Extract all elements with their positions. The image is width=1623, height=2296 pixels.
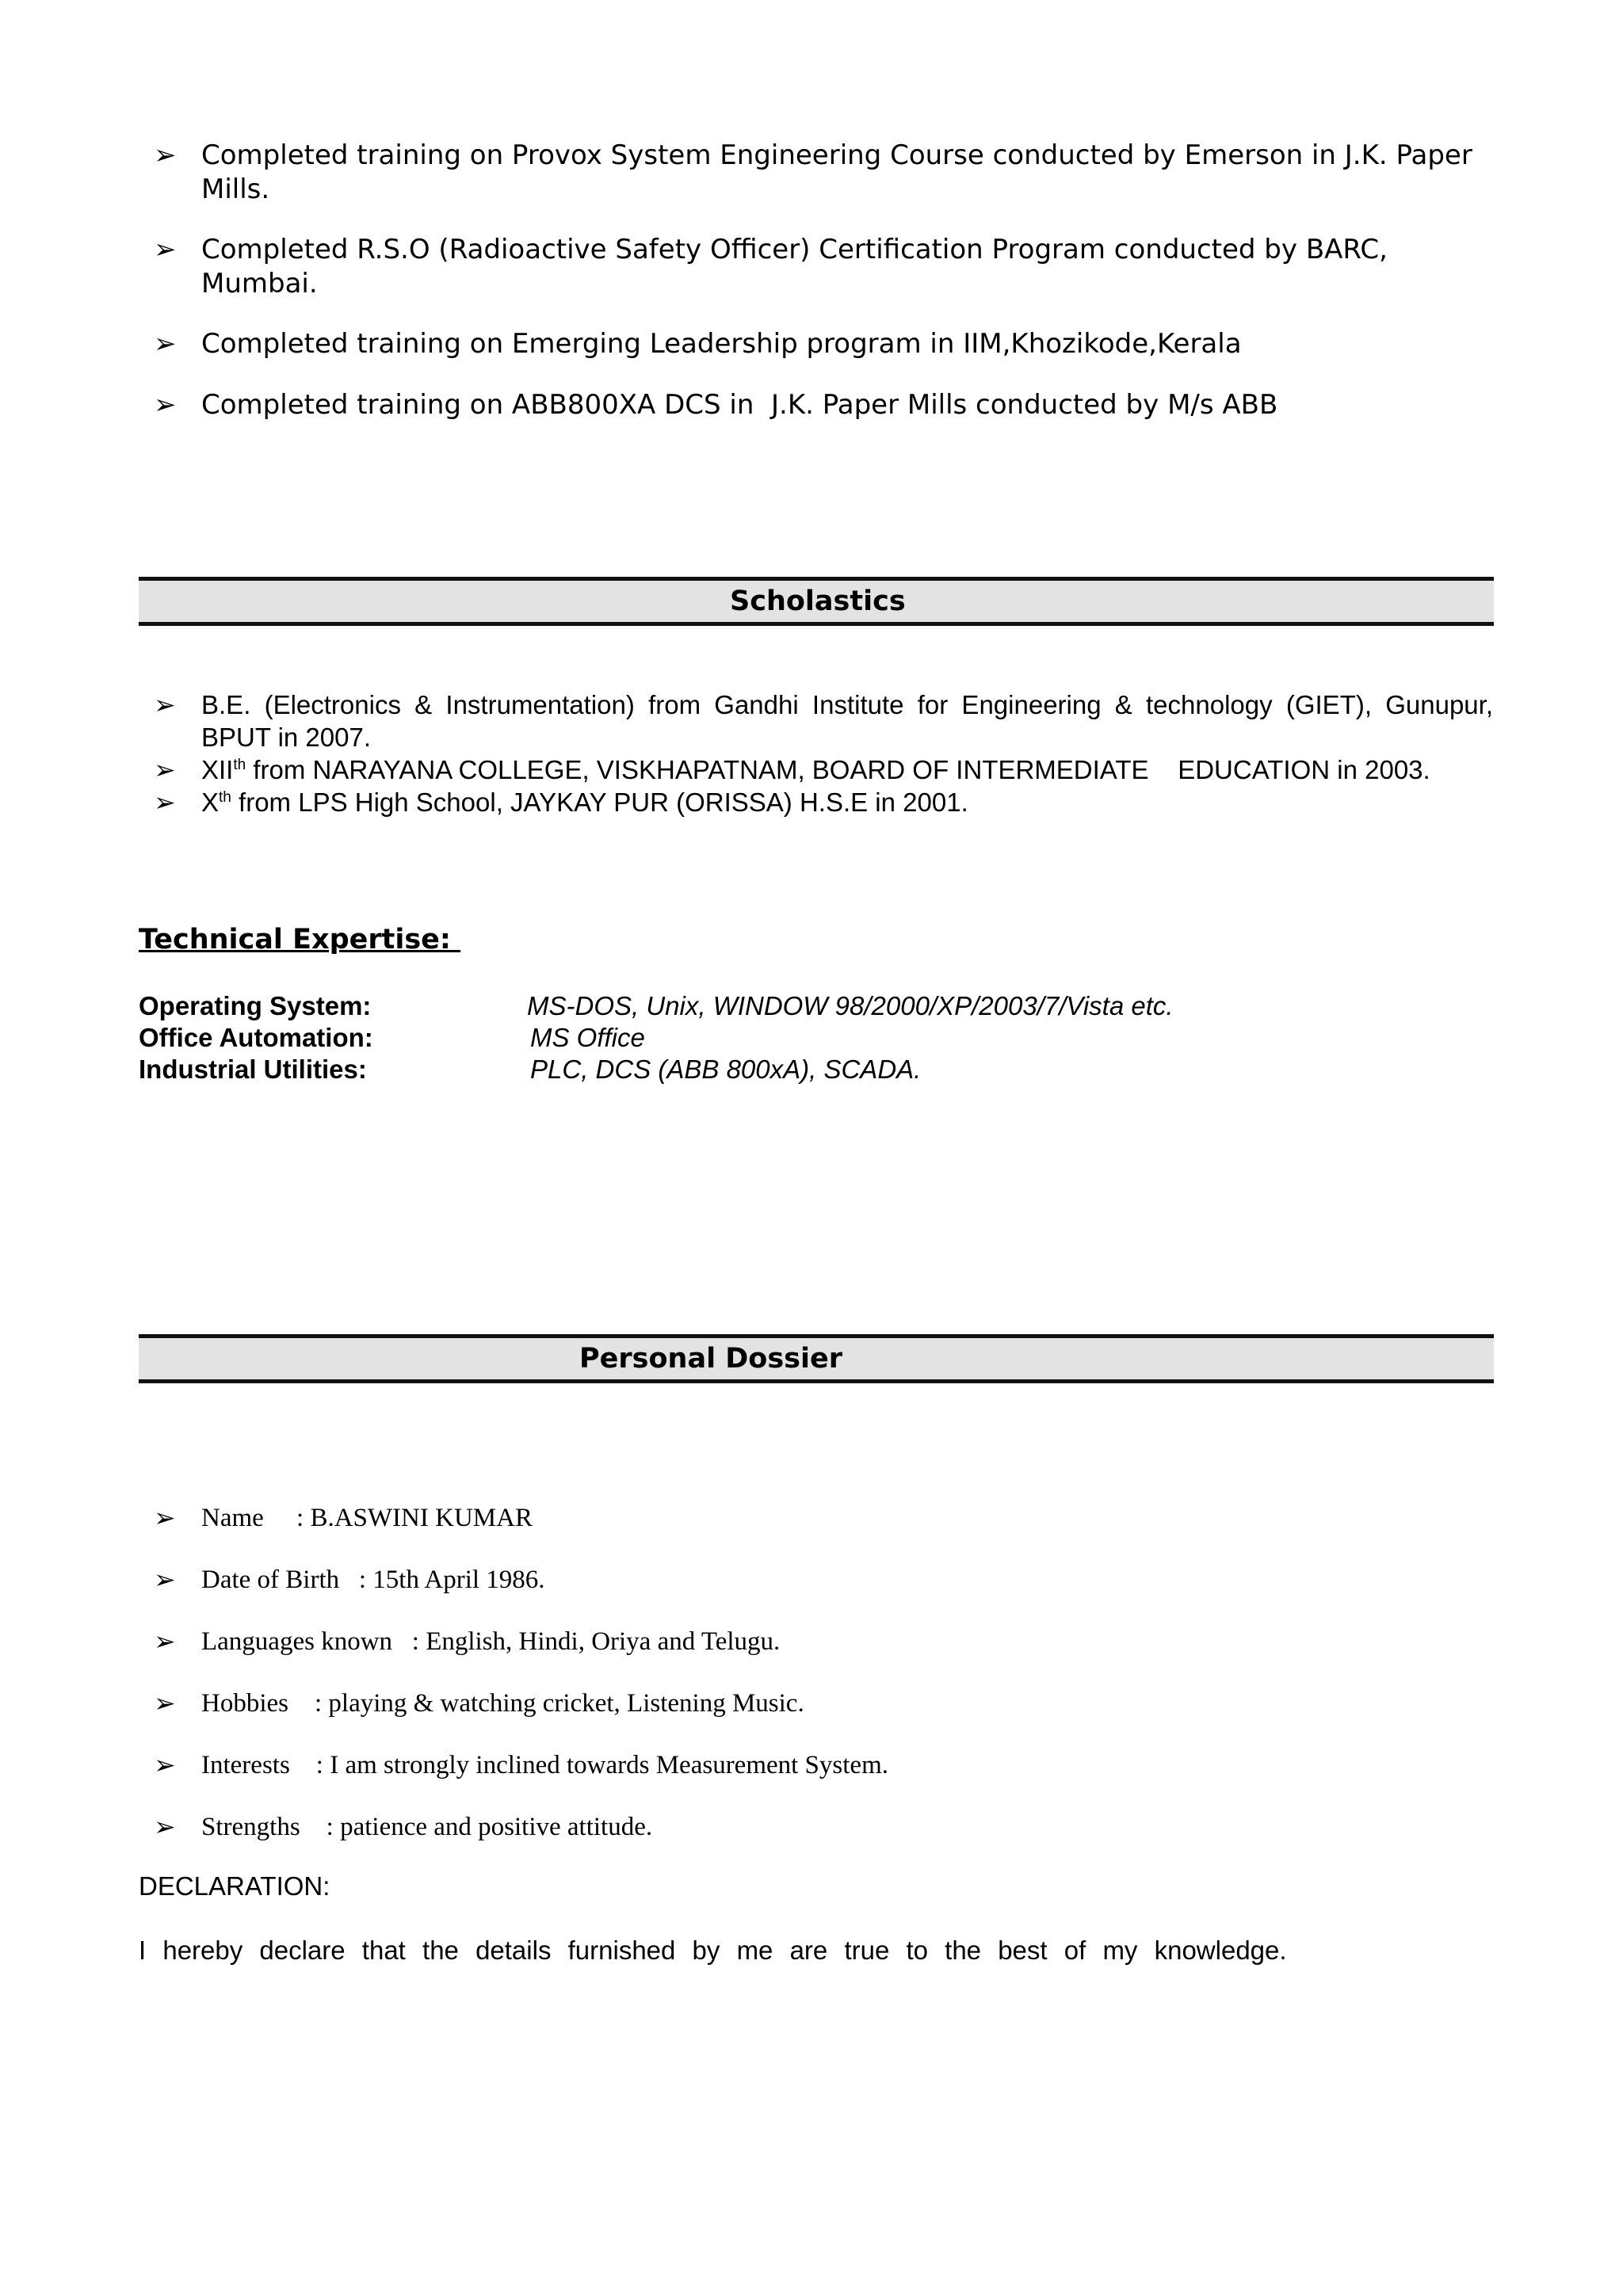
arrow-bullet-icon: ➢ — [154, 1502, 176, 1533]
training-text: Completed training on Emerging Leadership program in IIM,Khozikode,Kerala — [201, 328, 1242, 360]
scholastic-item — [154, 753, 1493, 786]
personal-text: Strengths : patience and positive attitude. — [201, 1813, 653, 1841]
personal-item-languages — [154, 1625, 888, 1658]
personal-text: Date of Birth : 15th April 1986. — [201, 1566, 545, 1594]
arrow-bullet-icon: ➢ — [154, 328, 177, 360]
scholastic-text: from NARAYANA COLLEGE, VISKHAPATNAM, BOARD OF INTERMEDIATE EDUCATION in 2003. — [246, 755, 1430, 784]
scholastic-sup: th — [219, 789, 231, 806]
arrow-bullet-icon: ➢ — [154, 389, 177, 421]
training-text: Completed R.S.O (Radioactive Safety Officer) Certification Program conducted by BARC, Mumbai. — [201, 234, 1388, 299]
training-text: Completed training on Provox System Engineering Course conducted by Emerson in J.K. Paper Mills. — [201, 139, 1472, 205]
tech-value: MS Office — [530, 1023, 645, 1052]
training-item — [154, 139, 1501, 207]
training-item — [154, 327, 1501, 361]
scholastic-sup: th — [233, 757, 246, 773]
training-item — [154, 388, 1501, 422]
arrow-bullet-icon: ➢ — [154, 139, 177, 171]
scholastic-item — [154, 786, 1493, 818]
tech-value: MS-DOS, Unix, WINDOW 98/2000/XP/2003/7/Vista etc. — [527, 991, 1174, 1020]
personal-item-name — [154, 1501, 888, 1535]
training-list — [154, 139, 1501, 448]
arrow-bullet-icon: ➢ — [154, 754, 176, 785]
arrow-bullet-icon: ➢ — [154, 1749, 176, 1780]
tech-label: Office Automation: — [139, 1023, 373, 1052]
personal-item-hobbies — [154, 1687, 888, 1720]
personal-dossier-heading-band — [139, 1334, 1494, 1383]
declaration-heading: DECLARATION: — [139, 1871, 330, 1901]
personal-text: Interests : I am strongly inclined towards Measurement System. — [201, 1751, 888, 1779]
personal-item-interests — [154, 1749, 888, 1782]
arrow-bullet-icon: ➢ — [154, 689, 176, 720]
personal-text: Name : B.ASWINI KUMAR — [201, 1504, 533, 1532]
scholastic-text: B.E. (Electronics & Instrumentation) from Gandhi Institute for Engineering & technology (GIET), Gunupur, BPUT in 2007. — [201, 690, 1493, 752]
personal-item-strengths — [154, 1810, 888, 1844]
scholastics-heading: Scholastics — [730, 585, 906, 617]
technical-expertise-title: Technical Expertise: — [139, 924, 461, 955]
arrow-bullet-icon: ➢ — [154, 1811, 176, 1842]
personal-text: Languages known : English, Hindi, Oriya and Telugu. — [201, 1627, 781, 1656]
scholastics-heading-band — [139, 577, 1494, 626]
personal-item-dob — [154, 1563, 888, 1596]
tech-label: Operating System: — [139, 991, 372, 1020]
scholastic-prefix: XII — [201, 755, 234, 784]
scholastic-text: from LPS High School, JAYKAY PUR (ORISSA) H.S.E in 2001. — [231, 788, 968, 817]
arrow-bullet-icon: ➢ — [154, 1688, 176, 1718]
arrow-bullet-icon: ➢ — [154, 1626, 176, 1657]
scholastic-item — [154, 688, 1493, 753]
arrow-bullet-icon: ➢ — [154, 787, 176, 818]
personal-text: Hobbies : playing & watching cricket, Listening Music. — [201, 1689, 804, 1718]
declaration-text: I hereby declare that the details furnished by me are true to the best of my knowledge. — [139, 1936, 1287, 1965]
scholastic-prefix: X — [201, 788, 220, 817]
arrow-bullet-icon: ➢ — [154, 1564, 176, 1595]
arrow-bullet-icon: ➢ — [154, 234, 177, 265]
scholastics-list — [154, 688, 1493, 818]
tech-label: Industrial Utilities: — [139, 1055, 367, 1084]
tech-value: PLC, DCS (ABB 800xA), SCADA. — [530, 1055, 922, 1084]
training-item — [154, 233, 1501, 301]
training-text: Completed training on ABB800XA DCS in J.K. Paper Mills conducted by M/s ABB — [201, 389, 1278, 421]
personal-details-list — [154, 1501, 888, 1872]
personal-dossier-heading: Personal Dossier — [579, 1343, 843, 1375]
